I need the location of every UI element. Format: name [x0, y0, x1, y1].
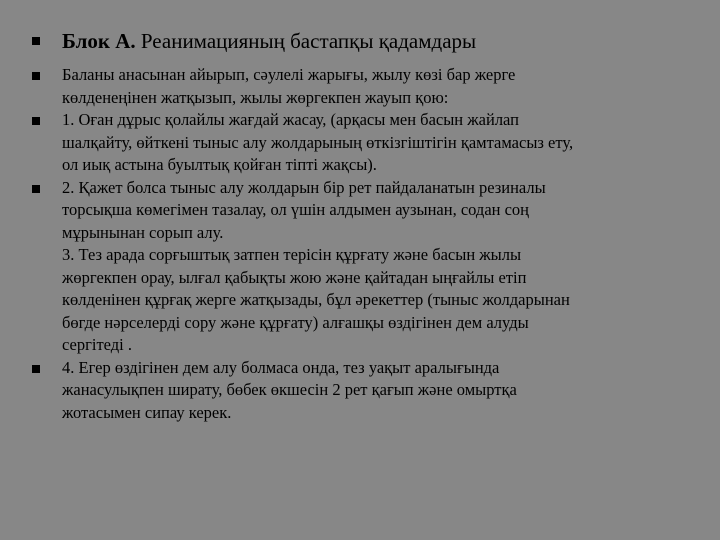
text-line: ол иық астына буылтық қойған тіпті жақсы). — [62, 155, 377, 174]
text-line: көлденінен құрғақ жерге жатқызады, бұл әрекеттер (тыныс жолдарынан — [62, 290, 570, 309]
square-bullet-icon — [32, 72, 40, 80]
text-line: сергітеді . — [62, 335, 132, 354]
square-bullet-icon — [32, 117, 40, 125]
text-line: 4. Егер өздігінен дем алу болмаса онда, тез уақыт аралығында — [62, 357, 500, 377]
text-line: торсықша көмегімен тазалау, ол үшін алдымен аузынан, содан соң — [62, 200, 530, 219]
text-line: 2. Қажет болса тыныс алу жолдарын бір рет пайдаланатын резиналы — [62, 177, 546, 197]
title-block-label: Блок А. — [62, 29, 136, 53]
list-item-step-2-3 — [30, 177, 700, 357]
square-bullet-icon — [32, 185, 40, 193]
text-line: Баланы анасынан айырып, сәулелі жарығы, жылу көзі бар жерге — [62, 65, 516, 84]
text-line: мұрынынан сорып алу. — [62, 222, 224, 242]
text-line: 3. Тез арада сорғыштық затпен терісін құрғату және басын жылы — [62, 245, 522, 264]
title-text: Реанимацияның бастапқы қадамдары — [135, 29, 477, 53]
square-bullet-icon — [32, 365, 40, 373]
list-item-step-4 — [30, 357, 700, 425]
list-item-step-1 — [30, 109, 700, 177]
bullet-list — [30, 24, 700, 424]
text-line: шалқайту, өйткені тыныс алу жолдарының өткізгіштігін қамтамасыз ету, — [62, 132, 574, 152]
text-line: көлденеңінен жатқызып, жылы жөргекпен жауып қою: — [62, 87, 449, 107]
text-line: жанасулықпен ширату, бөбек өкшесін 2 рет қағып және омыртқа — [62, 380, 517, 399]
square-bullet-icon — [32, 37, 40, 45]
text-line: бөгде нәрселерді сору және құрғату) алғашқы өздігінен дем алуды — [62, 312, 529, 332]
list-item-intro — [30, 64, 700, 109]
text-line: жотасымен сипау керек. — [62, 402, 232, 422]
text-line: 1. Оған дұрыс қолайлы жағдай жасау, (арқасы мен басын жайлап — [62, 110, 519, 129]
slide-title — [30, 24, 700, 58]
text-line: жөргекпен орау, ылғал қабықты жою және қайтадан ыңғайлы етіп — [62, 267, 527, 287]
